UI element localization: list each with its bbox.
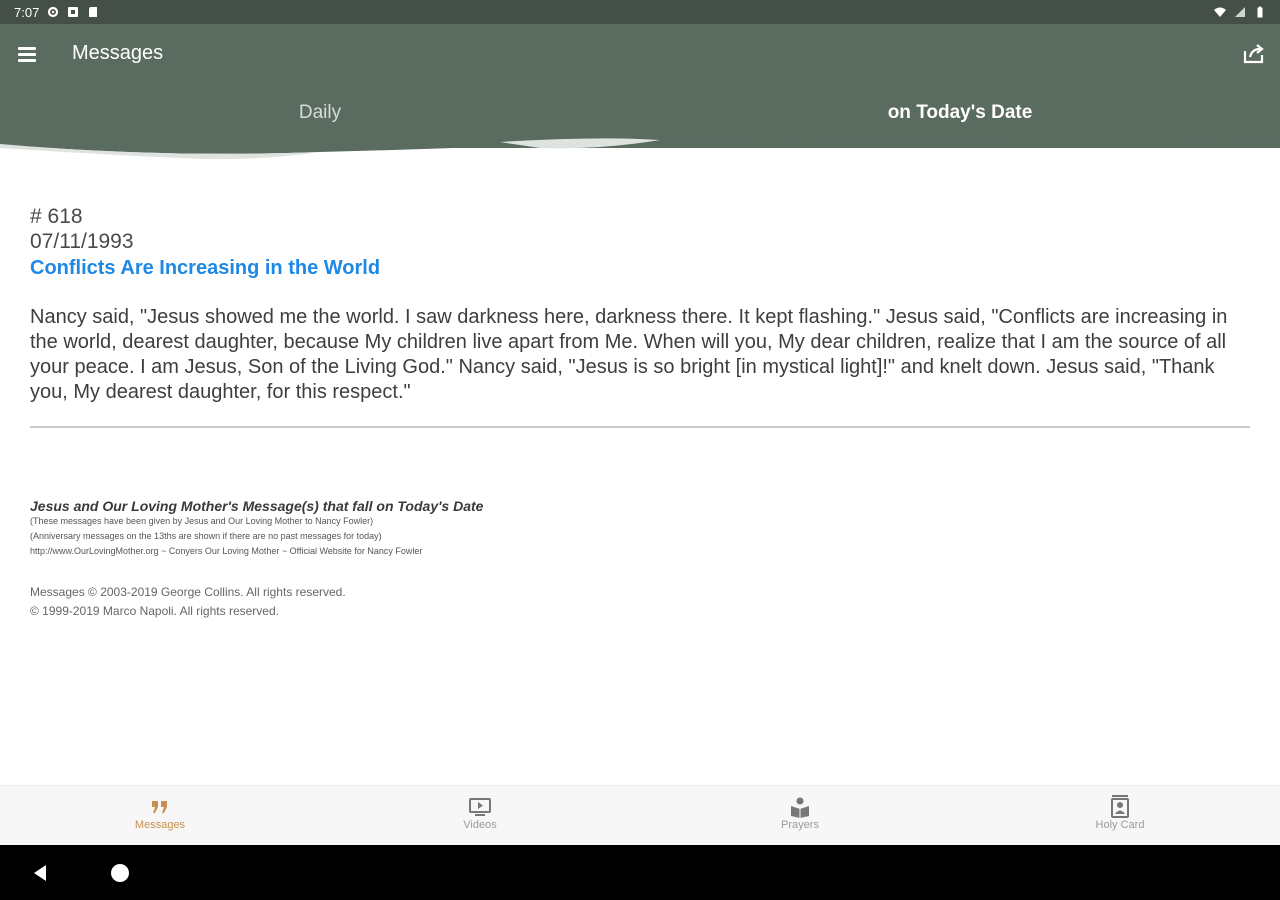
copyright-app: © 1999-2019 Marco Napoli. All rights reserved. bbox=[30, 604, 279, 618]
system-navigation-bar bbox=[0, 845, 1280, 900]
nav-label: Videos bbox=[463, 819, 497, 831]
footer-link[interactable]: http://www.OurLovingMother.org ~ Conyers Our Loving Mother ~ Official Website for Nancy Fowler bbox=[30, 546, 423, 556]
message-body: Nancy said, "Jesus showed me the world. I saw darkness here, darkness there. It kept flashing." Jesus said, "Conflicts are increasing in the world, dearest daughter, because My children live apart from Me. When will you, My dear children, realize that I am the source of all your peace. I am Jesus, Son of the Living God." Nancy said, "Jesus is so bright [in mystical light]!" and knelt down. Jesus said, "Thank you, My dearest daughter, for this respect." bbox=[30, 306, 1228, 403]
notification-icon bbox=[67, 6, 79, 18]
footer-heading: Jesus and Our Loving Mother's Message(s) that fall on Today's Date bbox=[30, 498, 484, 514]
message-date: 07/11/1993 bbox=[30, 230, 134, 253]
signal-icon bbox=[1234, 6, 1246, 18]
nav-messages[interactable] bbox=[0, 786, 320, 845]
bottom-navigation bbox=[0, 785, 1280, 845]
status-bar bbox=[0, 0, 1280, 24]
nav-holy-card[interactable] bbox=[960, 786, 1280, 845]
header-wave bbox=[0, 128, 1280, 168]
divider bbox=[30, 426, 1250, 428]
tab-on-todays-date[interactable]: on Today's Date bbox=[887, 102, 1033, 123]
video-icon bbox=[468, 797, 492, 817]
prayer-book-icon bbox=[789, 796, 811, 818]
status-time: 7:07 bbox=[14, 4, 40, 20]
message-number: # 618 bbox=[30, 205, 83, 228]
copyright-messages: Messages © 2003-2019 George Collins. All rights reserved. bbox=[30, 585, 346, 599]
sd-card-icon bbox=[87, 6, 99, 18]
page-title: Messages bbox=[72, 42, 164, 64]
footer-info bbox=[30, 498, 1252, 621]
battery-icon bbox=[1254, 6, 1266, 18]
menu-button[interactable] bbox=[14, 40, 42, 68]
copyright bbox=[30, 583, 1252, 621]
wifi-icon bbox=[1214, 6, 1226, 18]
nav-label: Holy Card bbox=[1095, 819, 1145, 831]
message-title[interactable]: Conflicts Are Increasing in the World bbox=[30, 257, 381, 279]
footer-line: (Anniversary messages on the 13ths are shown if there are no past messages for today) bbox=[30, 531, 382, 541]
holy-card-icon bbox=[1110, 795, 1130, 819]
nav-prayers[interactable] bbox=[640, 786, 960, 845]
tab-daily[interactable]: Daily bbox=[298, 102, 342, 123]
footer-line: (These messages have been given by Jesus and Our Loving Mother to Nancy Fowler) bbox=[30, 516, 374, 526]
quote-icon bbox=[151, 800, 169, 814]
nav-videos[interactable] bbox=[320, 786, 640, 845]
home-button[interactable] bbox=[111, 864, 129, 882]
nav-label: Messages bbox=[134, 819, 186, 831]
back-icon[interactable] bbox=[30, 862, 52, 884]
share-icon[interactable] bbox=[1240, 40, 1268, 68]
nav-label: Prayers bbox=[781, 819, 819, 831]
menu-icon bbox=[18, 47, 36, 50]
settings-icon bbox=[47, 6, 59, 18]
message-content bbox=[30, 204, 1252, 621]
